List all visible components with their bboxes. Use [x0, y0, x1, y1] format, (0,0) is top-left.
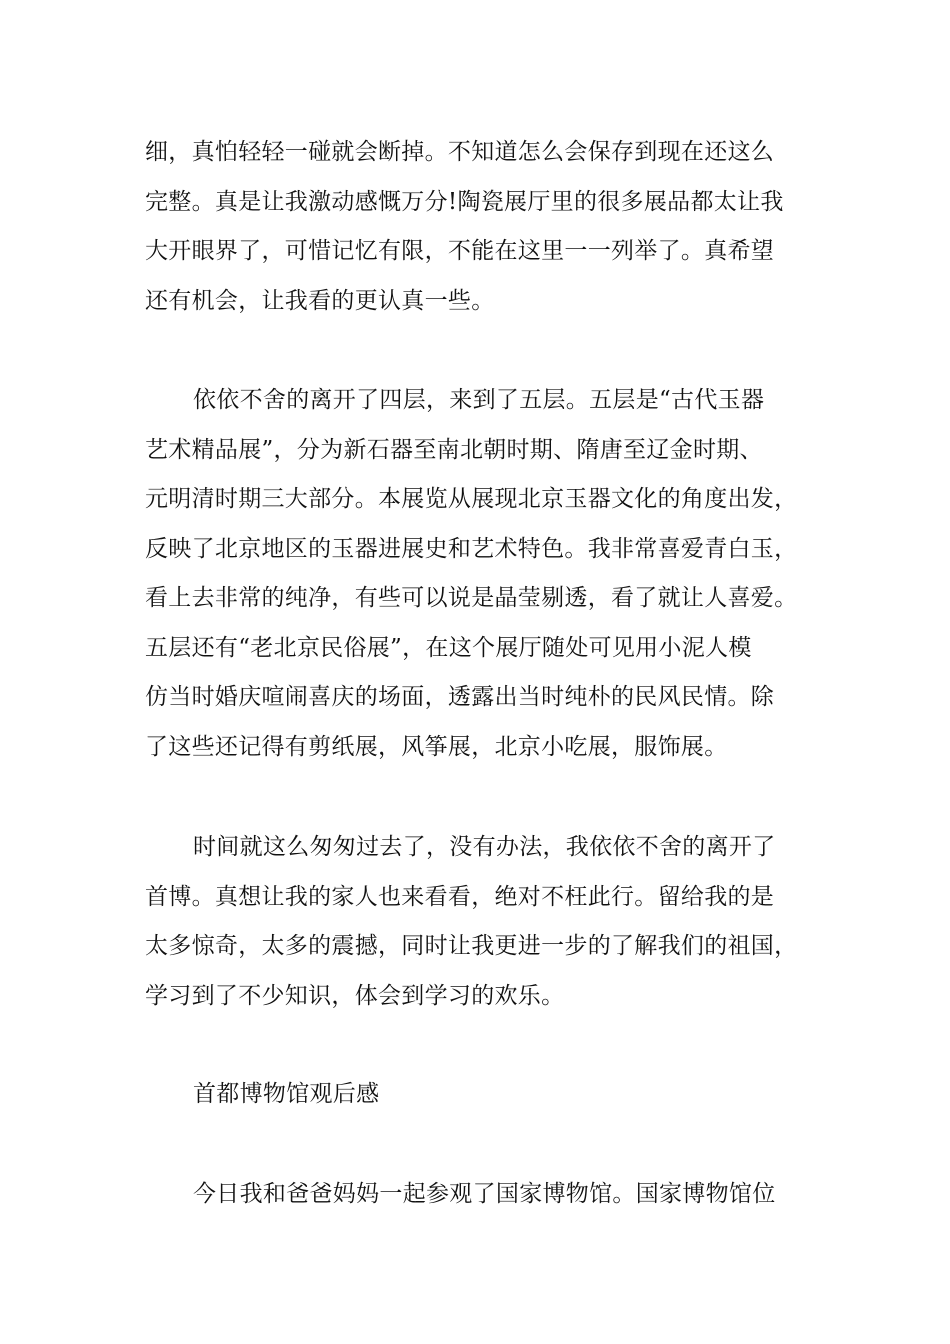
text-line: 完整。真是让我激动感慨万分!陶瓷展厅里的很多展品都太让我 — [145, 188, 784, 215]
text-line: 今日我和爸爸妈妈一起参观了国家博物馆。国家博物馆位 — [193, 1181, 776, 1207]
text-line: 细，真怕轻轻一碰就会断掉。不知道怎么会保存到现在还这么 — [145, 139, 775, 165]
text-line: 看上去非常的纯净，有些可以说是晶莹剔透，看了就让人喜爱。 — [145, 585, 798, 611]
text-line: 学习到了不少知识，体会到学习的欢乐。 — [145, 982, 565, 1009]
text-line: 大开眼界了，可惜记忆有限，不能在这里一一列举了。真希望 — [145, 238, 775, 264]
paragraph-3 — [145, 823, 810, 1021]
text-line: 首博。真想让我的家人也来看看，绝对不枉此行。留给我的是 — [145, 883, 775, 910]
text-line: 依依不舍的离开了四层，来到了五层。五层是“古代玉器 — [193, 387, 765, 413]
paragraph-4 — [145, 1170, 810, 1220]
paragraph-1 — [145, 128, 810, 326]
text-line: 五层还有“老北京民俗展”，在这个展厅随处可见用小泥人模 — [145, 634, 752, 661]
text-line: 仿当时婚庆喧闹喜庆的场面，透露出当时纯朴的民风民情。除 — [145, 684, 775, 710]
section-title-block — [145, 1070, 810, 1120]
section-title: 首都博物馆观后感 — [193, 1081, 380, 1107]
text-line: 太多惊奇，太多的震撼，同时让我更进一步的了解我们的祖国， — [145, 933, 798, 959]
text-line: 元明清时期三大部分。本展览从展现北京玉器文化的角度出发， — [145, 486, 798, 512]
text-line: 了这些还记得有剪纸展，风筝展，北京小吃展，服饰展。 — [145, 733, 728, 760]
paragraph-2 — [145, 376, 810, 772]
text-line: 反映了北京地区的玉器进展史和艺术特色。我非常喜爱青白玉， — [145, 535, 798, 562]
text-line: 还有机会，让我看的更认真一些。 — [145, 287, 495, 314]
text-line: 艺术精品展”，分为新石器至南北朝时期、隋唐至辽金时期、 — [145, 436, 763, 463]
text-line: 时间就这么匆匆过去了，没有办法，我依依不舍的离开了 — [193, 834, 776, 860]
